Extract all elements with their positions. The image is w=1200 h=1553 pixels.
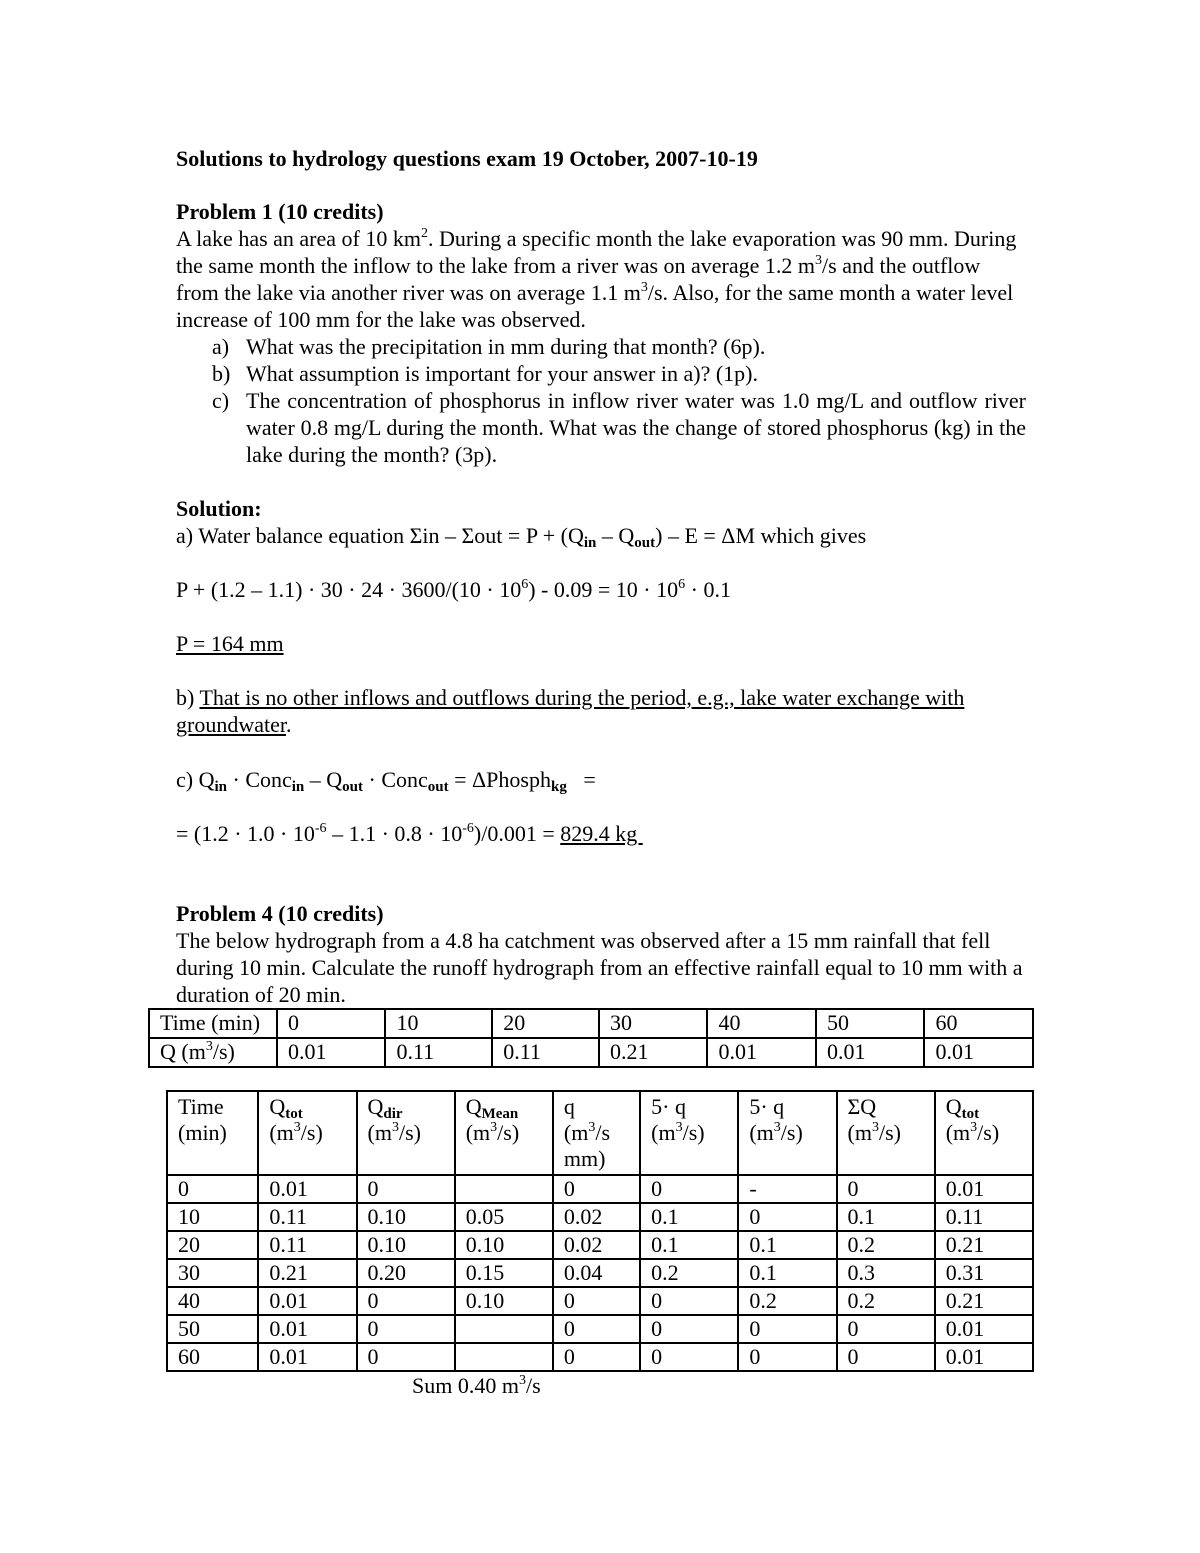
table-cell: -	[738, 1175, 836, 1203]
table-cell: 0.1	[738, 1231, 836, 1259]
table-cell: 0.01	[258, 1343, 356, 1371]
table-cell: 0	[738, 1343, 836, 1371]
table-cell: 40	[707, 1009, 815, 1038]
table-cell: 0	[277, 1009, 385, 1038]
document-title: Solutions to hydrology questions exam 19 October, 2007-10-19	[176, 146, 758, 171]
table-cell: 0.21	[258, 1259, 356, 1287]
table-cell: 0.02	[553, 1231, 640, 1259]
table-header-row	[167, 1091, 1033, 1175]
table-cell: 0.01	[258, 1287, 356, 1315]
table-cell: 60	[924, 1009, 1033, 1038]
table-row	[167, 1343, 1033, 1371]
table-cell: 0	[837, 1315, 935, 1343]
table-header: Time (min)	[167, 1091, 258, 1175]
sum-label: Sum 0.40 $m^3/s$	[412, 1373, 541, 1398]
table-cell: 0	[837, 1343, 935, 1371]
table-header: $Q_{Mean}$ $(m^3/s)$	[455, 1091, 553, 1175]
table-cell: 0.11	[258, 1203, 356, 1231]
table-cell: 0.10	[357, 1203, 455, 1231]
table-cell	[455, 1175, 553, 1203]
table-cell: 0	[553, 1287, 640, 1315]
table-row	[167, 1287, 1033, 1315]
table-header: q ($m^3/s$ mm)	[553, 1091, 640, 1175]
table-cell: 0.1	[837, 1203, 935, 1231]
problem1-text: A lake has an area of 10 $km^2$. During a specific month the lake evaporation was 90 mm. During the same month the inflow to the lake from a river was on average 1.2 $m^3/s$ and the outflow from the lake via another river was on average 1.1 $m^3/s$. Also, for the same month a water level increase of 100 mm for the lake was observed.	[176, 226, 1017, 332]
table-cell: 40	[167, 1287, 258, 1315]
table-cell: 0.3	[837, 1259, 935, 1287]
table-cell: 0.21	[935, 1231, 1033, 1259]
table-header: $Q_{tot}$ $(m^3/s)$	[258, 1091, 356, 1175]
solution-a-calculation: $P + (1.2 - 1.1) \cdot 30 \cdot 24 \cdot 3600/(10 \cdot 10^6) - 0.09 = 10 \cdot 10^6 \cdot 0.1$	[176, 577, 731, 602]
list-item: a) What was the precipitation in mm during that month? (6p).	[212, 334, 766, 359]
table-cell: 0.01	[935, 1175, 1033, 1203]
table-cell: 0.20	[357, 1259, 455, 1287]
table-row	[167, 1315, 1033, 1343]
table-cell: 0.05	[455, 1203, 553, 1231]
table-cell: 0.11	[492, 1038, 599, 1067]
table-cell: 0	[357, 1315, 455, 1343]
table-header: $Q_{tot}$ $(m^3/s)$	[935, 1091, 1033, 1175]
table-cell: 20	[492, 1009, 599, 1038]
table-cell: 0.2	[837, 1231, 935, 1259]
table-cell: 0.1	[640, 1231, 738, 1259]
table-header: 5· q $(m^3/s)$	[640, 1091, 738, 1175]
table-cell: 0.11	[385, 1038, 492, 1067]
table-cell: 0.01	[707, 1038, 815, 1067]
solution-b: b) That is no other inflows and outflows during the period, e.g., lake water exchange with groundwater.	[176, 685, 965, 737]
table-cell: 0.01	[258, 1175, 356, 1203]
list-item: b) What assumption is important for your answer in a)? (1p).	[212, 361, 758, 386]
table-cell: 0.10	[455, 1231, 553, 1259]
table-cell	[455, 1343, 553, 1371]
table-cell: 0.01	[277, 1038, 385, 1067]
table-header: 5· q $(m^3/s)$	[738, 1091, 836, 1175]
table-header: ΣQ $(m^3/s)$	[837, 1091, 935, 1175]
table-cell: 0.01	[924, 1038, 1033, 1067]
runoff-calculation-table	[166, 1090, 1034, 1372]
table-cell: 0	[640, 1287, 738, 1315]
table-cell: 0.11	[258, 1231, 356, 1259]
table-cell: 30	[167, 1259, 258, 1287]
table-cell: 30	[599, 1009, 707, 1038]
table-cell: 0	[553, 1175, 640, 1203]
table-cell: 0	[553, 1315, 640, 1343]
table-cell: 0.1	[640, 1203, 738, 1231]
table-cell: 0	[357, 1343, 455, 1371]
solution-a-result: P = 164 mm	[176, 631, 284, 656]
table-cell: 0	[640, 1343, 738, 1371]
table-cell: 0.10	[455, 1287, 553, 1315]
table-cell: 10	[385, 1009, 492, 1038]
table-cell: 0	[553, 1343, 640, 1371]
table-cell: 20	[167, 1231, 258, 1259]
table-cell: 50	[816, 1009, 924, 1038]
table-cell: Time (min)	[149, 1009, 277, 1038]
table-row	[149, 1009, 1033, 1038]
runoff-table-body	[167, 1175, 1033, 1371]
problem4-text: The below hydrograph from a 4.8 ha catchment was observed after a 15 mm rainfall that fell during 10 min. Calculate the runoff hydrograph from an effective rainfall equal to 10 mm with a duration of 20 min.	[176, 928, 1023, 1007]
problem4-heading: Problem 4 (10 credits)	[176, 901, 384, 926]
table-cell: 0.2	[640, 1259, 738, 1287]
table-cell: 0.01	[935, 1315, 1033, 1343]
table-cell: 0.01	[258, 1315, 356, 1343]
table-row	[167, 1259, 1033, 1287]
solution-heading: Solution:	[176, 496, 262, 521]
table-header: $Q_{dir}$ $(m^3/s)$	[357, 1091, 455, 1175]
table-cell: 0.10	[357, 1231, 455, 1259]
table-cell: Q $(m^3/s)$	[149, 1038, 277, 1067]
table-cell: 0.21	[599, 1038, 707, 1067]
table-cell: 0.01	[935, 1343, 1033, 1371]
table-row	[167, 1231, 1033, 1259]
table-row	[167, 1203, 1033, 1231]
table-cell: 0.15	[455, 1259, 553, 1287]
table-cell: 0.2	[837, 1287, 935, 1315]
table-cell: 0	[640, 1175, 738, 1203]
table-row	[167, 1175, 1033, 1203]
table-cell: 0	[357, 1287, 455, 1315]
table-cell	[455, 1315, 553, 1343]
table-cell: 0	[167, 1175, 258, 1203]
table-cell: 0	[640, 1315, 738, 1343]
solution-c-result: = $(1.2 \cdot 1.0 \cdot 10^{-6} - 1.1 \cdot 0.8 \cdot 10^{-6})/0.001 = 829.4$ kg	[176, 821, 643, 846]
table-cell: 0.04	[553, 1259, 640, 1287]
solution-a-equation: a) Water balance equation $\Sigma in - \Sigma out = P + (Q_{in} - Q_{out}) - E = \Delta M$ which gives	[176, 523, 867, 551]
table-cell: 0	[357, 1175, 455, 1203]
problem1-questions	[176, 333, 1026, 468]
hydrograph-table	[148, 1008, 1034, 1068]
table-cell: 0.1	[738, 1259, 836, 1287]
table-cell: 0.2	[738, 1287, 836, 1315]
table-cell: 0.31	[935, 1259, 1033, 1287]
solution-c-equation: c) $Q_{in}$ · Conc$_{in}$ – $Q_{out}$ · Conc$_{out}$ = ΔPhosph$_{kg}$ =	[176, 767, 596, 795]
table-cell: 0	[837, 1175, 935, 1203]
table-cell: 0.01	[816, 1038, 924, 1067]
table-cell: 0.02	[553, 1203, 640, 1231]
table-cell: 50	[167, 1315, 258, 1343]
table-cell: 0.21	[935, 1287, 1033, 1315]
list-item: c) The concentration of phosphorus in inflow river water was 1.0 mg/L and outflow river water 0.8 mg/L during the month. What was the change of stored phosphorus (kg) in the lake during the month? (3p).	[212, 388, 1026, 467]
problem1-heading: Problem 1 (10 credits)	[176, 199, 384, 224]
table-cell: 10	[167, 1203, 258, 1231]
table-cell: 0	[738, 1315, 836, 1343]
table-cell: 0	[738, 1203, 836, 1231]
table-row	[149, 1038, 1033, 1067]
table-cell: 60	[167, 1343, 258, 1371]
table-cell: 0.11	[935, 1203, 1033, 1231]
